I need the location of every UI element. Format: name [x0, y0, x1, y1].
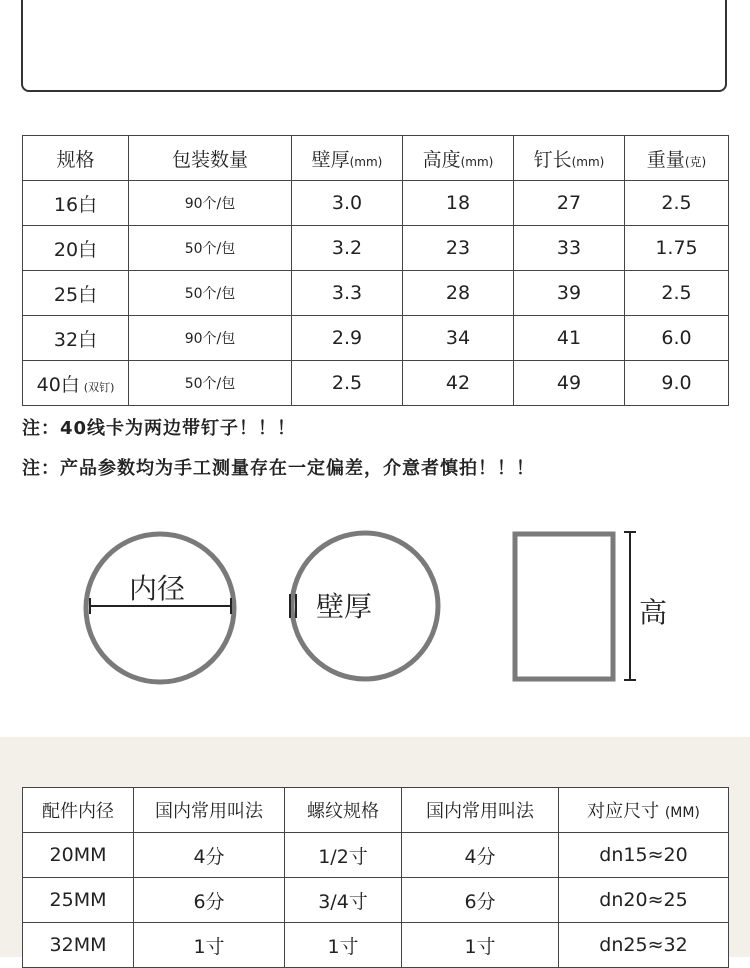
cell-height: 42: [403, 361, 514, 406]
spec-table-header: [23, 136, 729, 181]
inner-diameter-label: 内径: [128, 572, 186, 605]
cell-name: 6分: [134, 878, 285, 923]
height-rect: [515, 534, 613, 679]
header-pack: 包装数量: [129, 136, 292, 181]
cell-name: 4分: [134, 833, 285, 878]
header-common-name-2: 国内常用叫法: [402, 788, 559, 833]
header-spec: 规格: [23, 136, 129, 181]
cell-height: 28: [403, 271, 514, 316]
cell-size: dn20≈25: [559, 878, 729, 923]
cell-thread: 1寸: [285, 923, 402, 968]
height-figure: [515, 532, 667, 680]
header-fitting-diameter: 配件内径: [23, 788, 134, 833]
header-weight: 重量(克): [625, 136, 729, 181]
cell-weight: 1.75: [625, 226, 729, 271]
inner-diameter-figure: [86, 534, 234, 682]
table-row: [23, 878, 729, 923]
table-row: [23, 923, 729, 968]
top-image-frame: [21, 0, 727, 92]
note-double-nail: 注：40线卡为两边带钉子！！！: [22, 418, 297, 439]
table-row: [23, 226, 729, 271]
cell-pack: 50个/包: [129, 361, 292, 406]
cell-spec: 20白: [23, 226, 129, 271]
cell-wall: 3.2: [292, 226, 403, 271]
cell-spec: 25白: [23, 271, 129, 316]
cell-diameter: 20MM: [23, 833, 134, 878]
cell-name-2: 6分: [402, 878, 559, 923]
cell-nail: 49: [514, 361, 625, 406]
fitting-section: [0, 737, 750, 957]
table-row: [23, 181, 729, 226]
dimension-diagram: [0, 500, 750, 710]
cell-wall: 3.3: [292, 271, 403, 316]
cell-pack: 50个/包: [129, 226, 292, 271]
header-thread-spec: 螺纹规格: [285, 788, 402, 833]
cell-name-2: 1寸: [402, 923, 559, 968]
fitting-table-header: [23, 788, 729, 833]
cell-height: 23: [403, 226, 514, 271]
ring-circle: [86, 534, 234, 682]
cell-nail: 33: [514, 226, 625, 271]
cell-nail: 41: [514, 316, 625, 361]
cell-wall: 2.9: [292, 316, 403, 361]
cell-spec: 40白 (双钉): [23, 361, 129, 406]
header-wall: 壁厚(mm): [292, 136, 403, 181]
wall-thickness-label: 壁厚: [315, 590, 373, 623]
fitting-table: [22, 787, 729, 968]
cell-name-2: 4分: [402, 833, 559, 878]
table-row: [23, 361, 729, 406]
cell-size: dn15≈20: [559, 833, 729, 878]
table-row: [23, 833, 729, 878]
cell-diameter: 32MM: [23, 923, 134, 968]
cell-wall: 2.5: [292, 361, 403, 406]
cell-spec: 32白: [23, 316, 129, 361]
cell-height: 18: [403, 181, 514, 226]
cell-weight: 9.0: [625, 361, 729, 406]
wall-thickness-figure: [290, 533, 438, 679]
cell-pack: 50个/包: [129, 271, 292, 316]
table-row: [23, 271, 729, 316]
cell-diameter: 25MM: [23, 878, 134, 923]
cell-pack: 90个/包: [129, 181, 292, 226]
header-height: 高度(mm): [403, 136, 514, 181]
cell-weight: 2.5: [625, 271, 729, 316]
header-common-name: 国内常用叫法: [134, 788, 285, 833]
cell-height: 34: [403, 316, 514, 361]
table-row: [23, 316, 729, 361]
cell-weight: 6.0: [625, 316, 729, 361]
cell-nail: 39: [514, 271, 625, 316]
header-size: 对应尺寸 (MM): [559, 788, 729, 833]
note-measurement-deviation: 注：产品参数均为手工测量存在一定偏差，介意者慎拍！！！: [22, 458, 535, 479]
cell-weight: 2.5: [625, 181, 729, 226]
dual-nail-note: (双钉): [83, 380, 115, 394]
height-label: 高: [638, 596, 668, 629]
cell-name: 1寸: [134, 923, 285, 968]
cell-wall: 3.0: [292, 181, 403, 226]
spec-table: [22, 135, 729, 406]
cell-size: dn25≈32: [559, 923, 729, 968]
cell-thread: 1/2寸: [285, 833, 402, 878]
cell-spec: 16白: [23, 181, 129, 226]
cell-thread: 3/4寸: [285, 878, 402, 923]
header-nail: 钉长(mm): [514, 136, 625, 181]
cell-nail: 27: [514, 181, 625, 226]
cell-pack: 90个/包: [129, 316, 292, 361]
